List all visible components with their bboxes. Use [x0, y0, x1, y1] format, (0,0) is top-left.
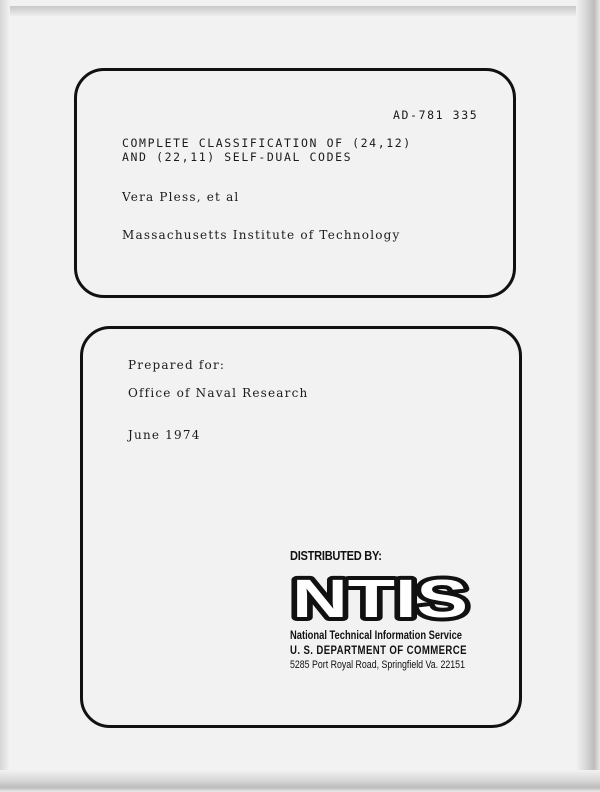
sponsor-organization: Office of Naval Research: [128, 386, 309, 400]
scan-edge-left: [0, 0, 10, 792]
ntis-address: 5285 Port Royal Road, Springfield Va. 22151: [290, 659, 465, 671]
distributed-by-label: DISTRIBUTED BY:: [290, 548, 382, 563]
scan-edge-bottom: [0, 770, 600, 792]
ntis-logo-text: NTIS: [292, 570, 468, 622]
report-author: Vera Pless, et al: [122, 190, 240, 204]
report-date: June 1974: [128, 428, 201, 442]
report-title-line-2: AND (22,11) SELF-DUAL CODES: [122, 150, 353, 164]
ntis-logo: [290, 570, 472, 622]
ntis-service-name: National Technical Information Service: [290, 628, 462, 642]
scan-edge-right: [576, 0, 600, 792]
prepared-for-label: Prepared for:: [128, 358, 226, 372]
ad-number: AD-781 335: [393, 108, 479, 122]
scan-edge-top: [10, 6, 580, 16]
report-institution: Massachusetts Institute of Technology: [122, 228, 401, 242]
report-title-line-1: COMPLETE CLASSIFICATION OF (24,12): [122, 136, 412, 150]
ntis-department: U. S. DEPARTMENT OF COMMERCE: [290, 643, 467, 657]
report-info-box: [74, 68, 516, 298]
